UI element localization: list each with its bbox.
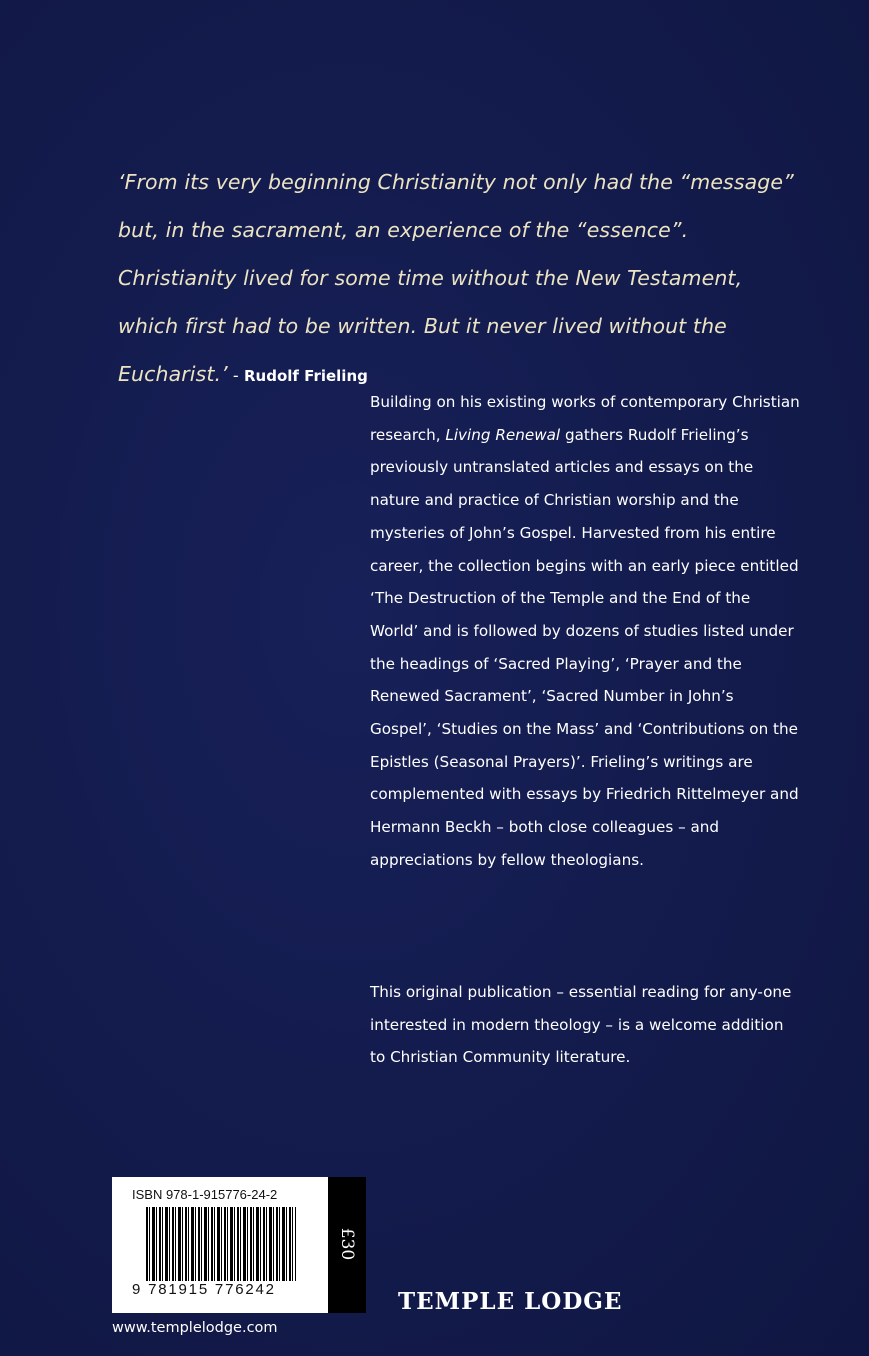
price-panel [328, 1177, 366, 1313]
epigraph-quote [118, 158, 798, 400]
website-link[interactable]: www.templelodge.com [112, 1320, 278, 1336]
price-label: £30 [337, 1227, 357, 1261]
quote-dash: - [227, 366, 244, 385]
barcode-bars [146, 1207, 296, 1281]
isbn-label: ISBN 978-1-915776-24-2 [132, 1187, 278, 1202]
barcode-digits: 9 781915 776242 [132, 1281, 276, 1298]
description-text-rest: gathers Rudolf Frieling’s previously untranslated articles and essays on the nature and practice of Christian worship and the mysteries of John’s Gospel. Harvested from his entire career, the collection begins with an early piece entitled ‘The Destruction of the Temple and the End of the World’ and is followed by dozens of studies listed under the headings of ‘Sacred Playing’, ‘Prayer and the Renewed Sacrament’, ‘Sacred Number in John’s Gospel’, ‘Studies on the Mass’ and ‘Contributions on the Epistles (Seasonal Prayers)’. Frieling’s writings are complemented with essays by Friedrich Rittelmeyer and Hermann Beckh – both close colleagues – and appreciations by fellow theologians. [370, 425, 799, 869]
quote-author: Rudolf Frieling [244, 367, 368, 385]
description-paragraph-2: This original publication – essential reading for any-one interested in modern theology – is a welcome addition to Christian Community literature. [370, 983, 792, 1067]
book-title: Living Renewal [445, 425, 561, 444]
publisher-name: TEMPLE LODGE [398, 1288, 623, 1315]
description-text-start: Building on his existing works of contemporary Christian research, [370, 393, 800, 444]
quote-text: ‘From its very beginning Christianity not only had the “message” but, in the sacrament, an experience of the “essence”. Christianity lived for some time without the New Testament, which first had to be written. But it never lived without the Eucharist.’ [118, 170, 794, 386]
description-paragraph-1 [370, 386, 800, 877]
